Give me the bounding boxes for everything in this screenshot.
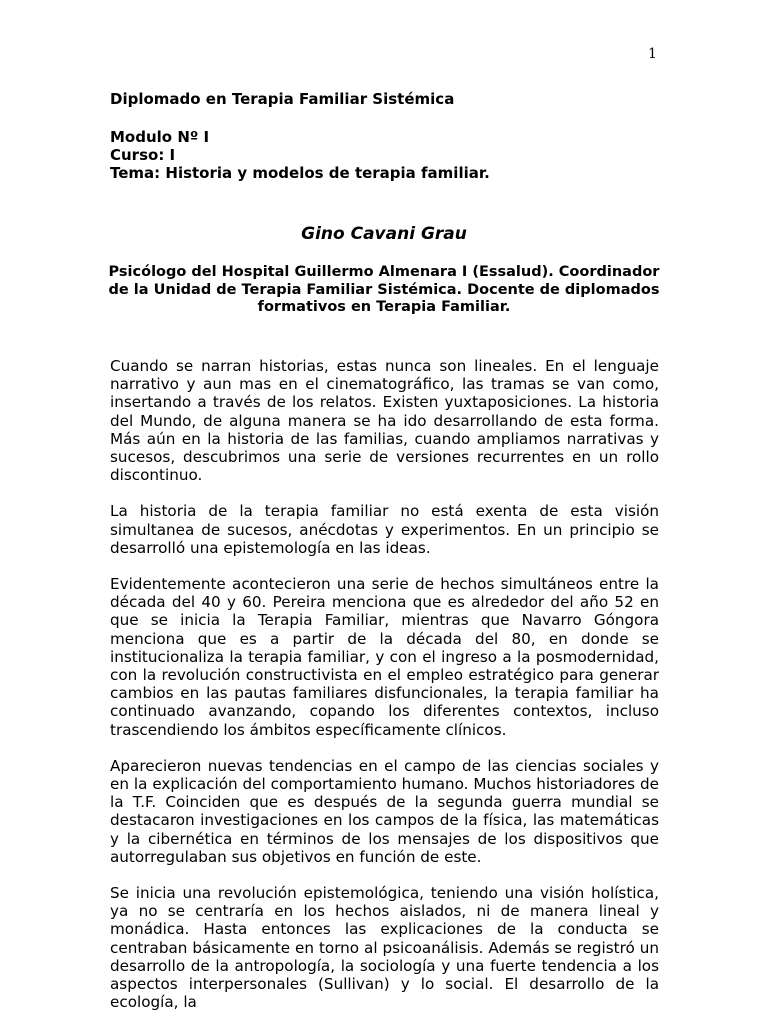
diploma-title: Diplomado en Terapia Familiar Sistémica [110, 90, 455, 108]
paragraph: La historia de la terapia familiar no está exenta de esta visión simultanea de sucesos, anécdotas y experimentos. En un principio se desarrolló una epistemología en las ideas. [110, 502, 659, 557]
paragraph: Aparecieron nuevas tendencias en el campo de las ciencias sociales y en la explicación del comportamiento humano. Muchos historiadores de la T.F. Coinciden que es después de la segunda guerra mundial se destacaron investigaciones en los campos de la física, las matemáticas y la cibernética en términos de los mensajes de los dispositivos que autorregulaban sus objetivos en función de este. [110, 756, 659, 866]
author-affiliation: Psicólogo del Hospital Guillermo Almenara I (Essalud). Coordinador de la Unidad de Terapia Familiar Sistémica. Docente de diplomados formativos en Terapia Familiar. [108, 264, 660, 315]
paragraph: Cuando se narran historias, estas nunca son lineales. En el lenguaje narrativo y aun mas en el cinematográfico, las tramas se van como, insertando a través de los relatos. Existen yuxtaposiciones. La historia del Mundo, de alguna manera se ha ido desarrollando de esta forma. Más aún en la historia de las familias, cuando ampliamos narrativas y sucesos, descubrimos una serie de versiones recurrentes en un rollo discontinuo. [110, 357, 659, 485]
author-name: Gino Cavani Grau [301, 224, 467, 244]
document-header [110, 90, 670, 182]
paragraph: Evidentemente acontecieron una serie de hechos simultáneos entre la década del 40 y 60. Pereira menciona que es alrededor del año 52 en que se inicia la Terapia Familiar, mientras que Navarro Góngora menciona que es a partir de la década del 80, en donde se institucionaliza la terapia familiar, y con el ingreso a la posmodernidad, con la revolución constructivista en el empleo estratégico para generar cambios en las pautas familiares disfuncionales, la terapia familiar ha continuado avanzando, copando los diferentes contextos, incluso trascendiendo los ámbitos específicamente clínicos. [110, 575, 659, 739]
course-label: Curso: I [110, 146, 176, 164]
body-text [110, 357, 659, 1030]
module-label: Modulo Nº I [110, 128, 210, 146]
topic-label: Tema: Historia y modelos de terapia familiar. [110, 164, 490, 182]
page-number: 1 [648, 46, 657, 62]
paragraph: Se inicia una revolución epistemológica, teniendo una visión holística, ya no se centraría en los hechos aislados, ni de manera lineal y monádica. Hasta entonces las explicaciones de la conducta se centraban básicamente en torno al psicoanálisis. Además se registró un desarrollo de la antropología, la sociología y una fuerte tendencia a los aspectos interpersonales (Sullivan) y lo social. El desarrollo de la ecología, la [110, 884, 659, 1012]
